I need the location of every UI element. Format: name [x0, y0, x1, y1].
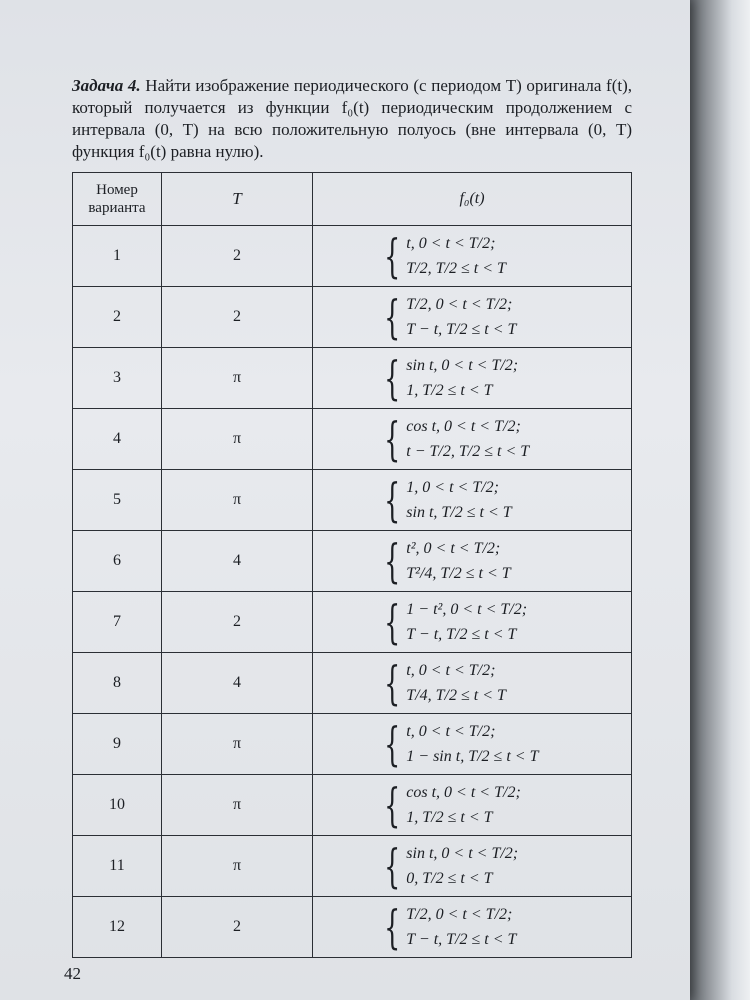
- function-lines: [406, 536, 510, 586]
- header-period: T: [162, 173, 313, 226]
- brace-icon: {: [384, 534, 401, 588]
- function-line-1: 1, 0 < t < T/2;: [406, 479, 499, 496]
- piecewise-function: [313, 714, 632, 775]
- task-statement: [72, 75, 632, 163]
- function-line-2: 0, T/2 ≤ t < T: [406, 870, 493, 887]
- brace-icon: {: [384, 412, 401, 466]
- period-value: 4: [162, 653, 313, 714]
- function-line-1: sin t, 0 < t < T/2;: [406, 845, 519, 862]
- piecewise-function: [313, 226, 632, 287]
- period-value: π: [162, 714, 313, 775]
- function-lines: [406, 597, 527, 647]
- table-row: [73, 226, 632, 287]
- period-value: 2: [162, 897, 313, 958]
- table-row: [73, 287, 632, 348]
- table-row: [73, 714, 632, 775]
- function-lines: [406, 780, 520, 830]
- task-text: Найти изображение периодического (с периодом T) оригинала f(t), который получается из функции f₀(t) периодическим продолжением с интервала (0, T) на всю положительную полуось (вне интервала (0, T) функция f₀(t) равна нулю).: [72, 76, 632, 161]
- function-line-2: t − T/2, T/2 ≤ t < T: [406, 443, 530, 460]
- table-row: [73, 836, 632, 897]
- function-line-1: T/2, 0 < t < T/2;: [406, 906, 513, 923]
- period-value: π: [162, 470, 313, 531]
- function-line-2: T/2, T/2 ≤ t < T: [406, 260, 506, 277]
- function-line-1: t, 0 < t < T/2;: [406, 723, 496, 740]
- piecewise: [371, 719, 538, 769]
- function-line-1: 1 − t², 0 < t < T/2;: [406, 601, 528, 618]
- function-lines: [406, 841, 518, 891]
- function-lines: [406, 475, 511, 525]
- brace-icon: {: [384, 473, 401, 527]
- piecewise: [371, 475, 512, 525]
- function-line-2: T − t, T/2 ≤ t < T: [406, 931, 517, 948]
- period-value: π: [162, 775, 313, 836]
- piecewise-function: [313, 897, 632, 958]
- header-variant: Номер варианта: [73, 173, 162, 226]
- function-line-1: T/2, 0 < t < T/2;: [406, 296, 513, 313]
- table-row: [73, 897, 632, 958]
- variant-number: 1: [73, 226, 162, 287]
- brace-icon: {: [384, 656, 401, 710]
- function-line-2: 1 − sin t, T/2 ≤ t < T: [406, 748, 539, 765]
- brace-icon: {: [384, 839, 401, 893]
- piecewise: [371, 353, 518, 403]
- function-lines: [406, 658, 506, 708]
- table-body: [73, 226, 632, 958]
- brace-icon: {: [384, 351, 401, 405]
- variant-number: 9: [73, 714, 162, 775]
- table-row: [73, 775, 632, 836]
- variant-number: 10: [73, 775, 162, 836]
- piecewise-function: [313, 409, 632, 470]
- page-number: 42: [64, 964, 81, 983]
- piecewise-function: [313, 470, 632, 531]
- brace-icon: {: [384, 229, 401, 283]
- function-line-2: T²/4, T/2 ≤ t < T: [406, 565, 511, 582]
- piecewise: [371, 536, 511, 586]
- function-line-2: T/4, T/2 ≤ t < T: [406, 687, 506, 704]
- table-row: [73, 409, 632, 470]
- piecewise: [371, 292, 516, 342]
- period-value: π: [162, 836, 313, 897]
- period-value: 2: [162, 592, 313, 653]
- piecewise-function: [313, 348, 632, 409]
- function-lines: [406, 719, 538, 769]
- period-value: 4: [162, 531, 313, 592]
- brace-icon: {: [384, 290, 401, 344]
- function-lines: [406, 292, 516, 342]
- variant-number: 2: [73, 287, 162, 348]
- piecewise: [371, 414, 529, 464]
- brace-icon: {: [384, 717, 401, 771]
- variants-table: [72, 172, 632, 958]
- piecewise: [371, 597, 527, 647]
- table-row: [73, 470, 632, 531]
- function-lines: [406, 353, 518, 403]
- function-line-2: T − t, T/2 ≤ t < T: [406, 626, 517, 643]
- variant-number: 6: [73, 531, 162, 592]
- table-header-row: [73, 173, 632, 226]
- function-lines: [406, 414, 529, 464]
- function-lines: [406, 231, 506, 281]
- brace-icon: {: [384, 778, 401, 832]
- brace-icon: {: [384, 900, 401, 954]
- period-value: π: [162, 348, 313, 409]
- piecewise: [371, 658, 506, 708]
- piecewise-function: [313, 653, 632, 714]
- variant-number: 8: [73, 653, 162, 714]
- variant-number: 3: [73, 348, 162, 409]
- function-line-1: t, 0 < t < T/2;: [406, 662, 496, 679]
- table-row: [73, 531, 632, 592]
- task-title: Задача 4.: [72, 76, 141, 95]
- function-line-1: sin t, 0 < t < T/2;: [406, 357, 519, 374]
- variant-number: 4: [73, 409, 162, 470]
- function-line-1: t², 0 < t < T/2;: [406, 540, 501, 557]
- function-line-1: t, 0 < t < T/2;: [406, 235, 496, 252]
- piecewise: [371, 231, 506, 281]
- piecewise-function: [313, 775, 632, 836]
- variant-number: 5: [73, 470, 162, 531]
- piecewise-function: [313, 836, 632, 897]
- function-line-1: cos t, 0 < t < T/2;: [406, 418, 521, 435]
- variant-number: 11: [73, 836, 162, 897]
- piecewise: [371, 841, 518, 891]
- function-lines: [406, 902, 516, 952]
- function-line-2: 1, T/2 ≤ t < T: [406, 809, 493, 826]
- table-row: [73, 592, 632, 653]
- piecewise: [371, 780, 521, 830]
- variant-number: 7: [73, 592, 162, 653]
- function-line-1: cos t, 0 < t < T/2;: [406, 784, 521, 801]
- piecewise-function: [313, 592, 632, 653]
- function-line-2: sin t, T/2 ≤ t < T: [406, 504, 512, 521]
- period-value: 2: [162, 226, 313, 287]
- table-row: [73, 348, 632, 409]
- piecewise-function: [313, 287, 632, 348]
- piecewise: [371, 902, 516, 952]
- brace-icon: {: [384, 595, 401, 649]
- header-function: f₀(t): [313, 173, 632, 226]
- function-line-2: 1, T/2 ≤ t < T: [406, 382, 493, 399]
- function-line-2: T − t, T/2 ≤ t < T: [406, 321, 517, 338]
- piecewise-function: [313, 531, 632, 592]
- period-value: π: [162, 409, 313, 470]
- variant-number: 12: [73, 897, 162, 958]
- table-row: [73, 653, 632, 714]
- period-value: 2: [162, 287, 313, 348]
